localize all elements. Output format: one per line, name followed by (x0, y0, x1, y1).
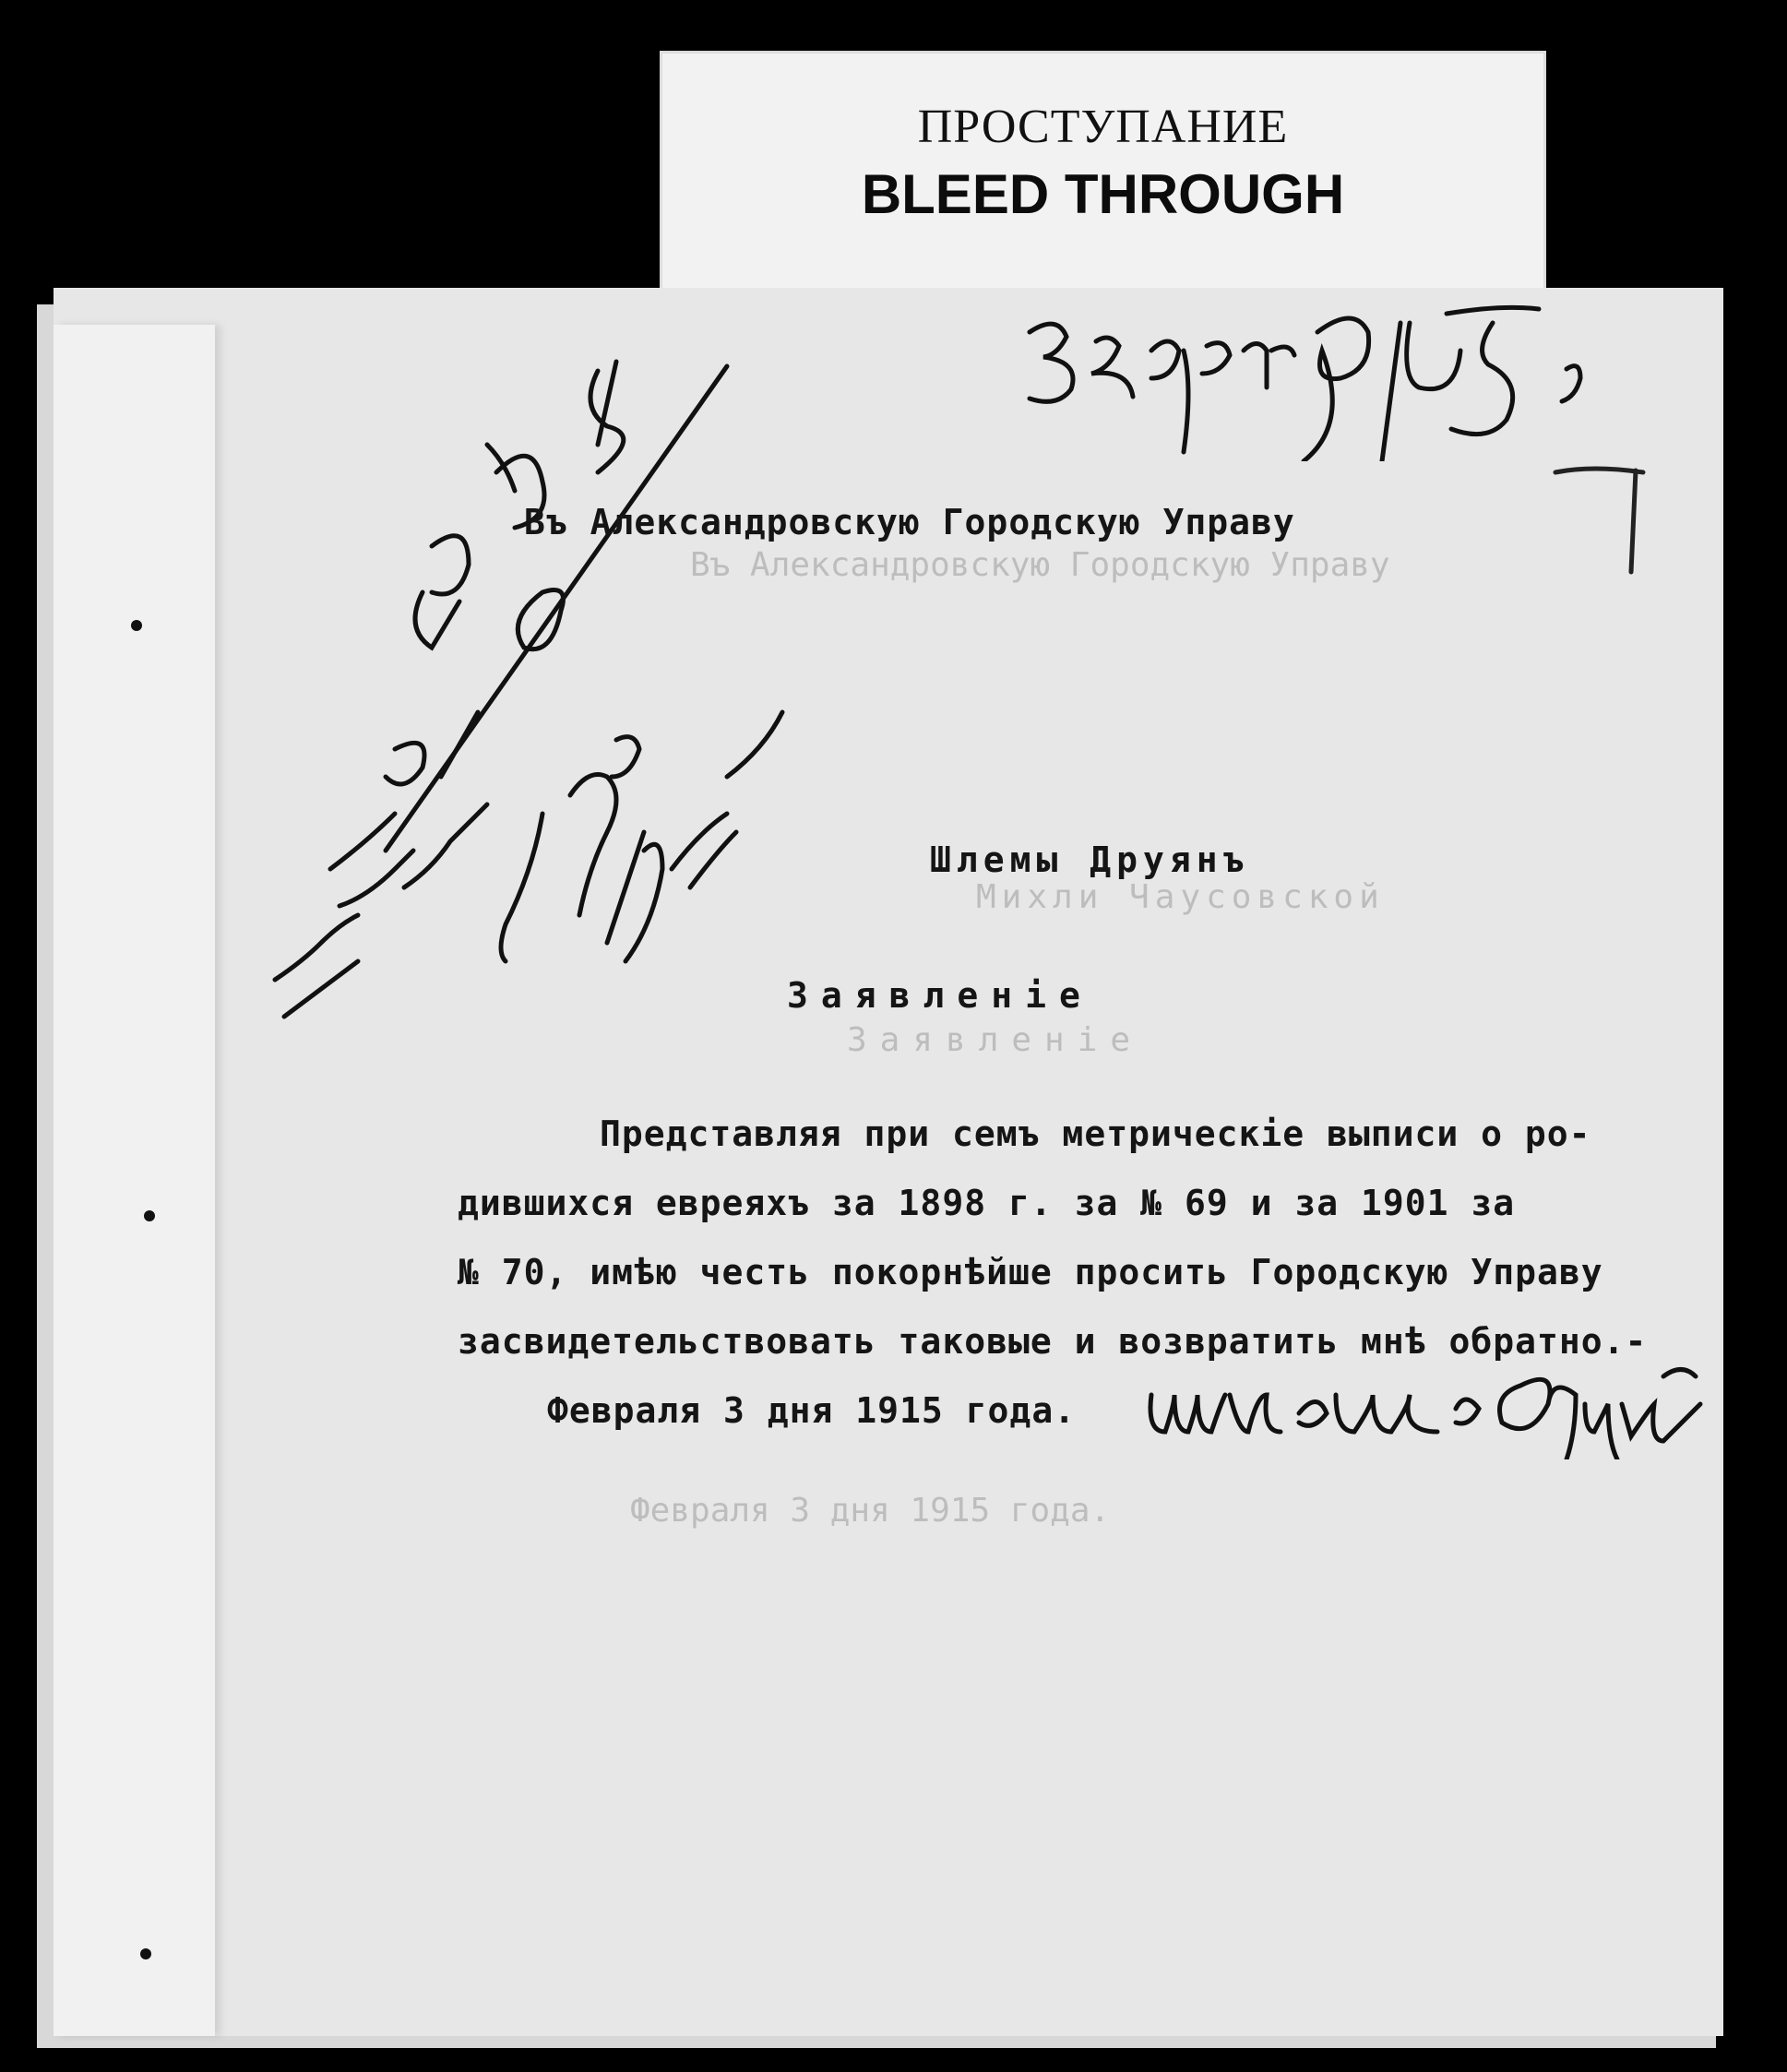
bleed-addressee: Въ Александровскую Городскую Управу (690, 546, 1390, 584)
sender-name: Шлемы Друянъ (930, 840, 1250, 880)
handwritten-date (1013, 295, 1603, 461)
body-line: № 70, имѣю честь покорнѣйше просить Городскую Управу (458, 1252, 1603, 1292)
bleed-sender: Михли Чаусовской (976, 878, 1385, 916)
bleed-heading: Заявленiе (847, 1021, 1144, 1059)
handwritten-folio-number (1548, 454, 1659, 583)
handwritten-signature (1142, 1358, 1714, 1459)
punch-hole (140, 1948, 151, 1959)
date-line: Февраля 3 дня 1915 года. (547, 1390, 1077, 1431)
addressee-line: Въ Александровскую Городскую Управу (524, 502, 1295, 542)
bleed-through-label (660, 51, 1546, 301)
document-page (54, 288, 1723, 2036)
punch-hole (144, 1210, 155, 1221)
label-russian: ПРОСТУПАНИЕ (917, 101, 1289, 153)
handwritten-resolution (210, 316, 801, 1146)
punch-hole (131, 620, 142, 631)
label-english: BLEED THROUGH (861, 163, 1345, 225)
body-line: Представляя при семъ метрическiе выписи о ро- (600, 1113, 1591, 1154)
bleed-date: Февраля 3 дня 1915 года. (630, 1492, 1111, 1530)
body-line: дившихся евреяхъ за 1898 г. за № 69 и за 1901 за (458, 1183, 1516, 1223)
body-line: засвидетельствовать таковые и возвратить мнѣ обратно.- (458, 1321, 1648, 1362)
document-heading: Заявленiе (787, 975, 1093, 1016)
binding-strip (54, 325, 215, 2036)
